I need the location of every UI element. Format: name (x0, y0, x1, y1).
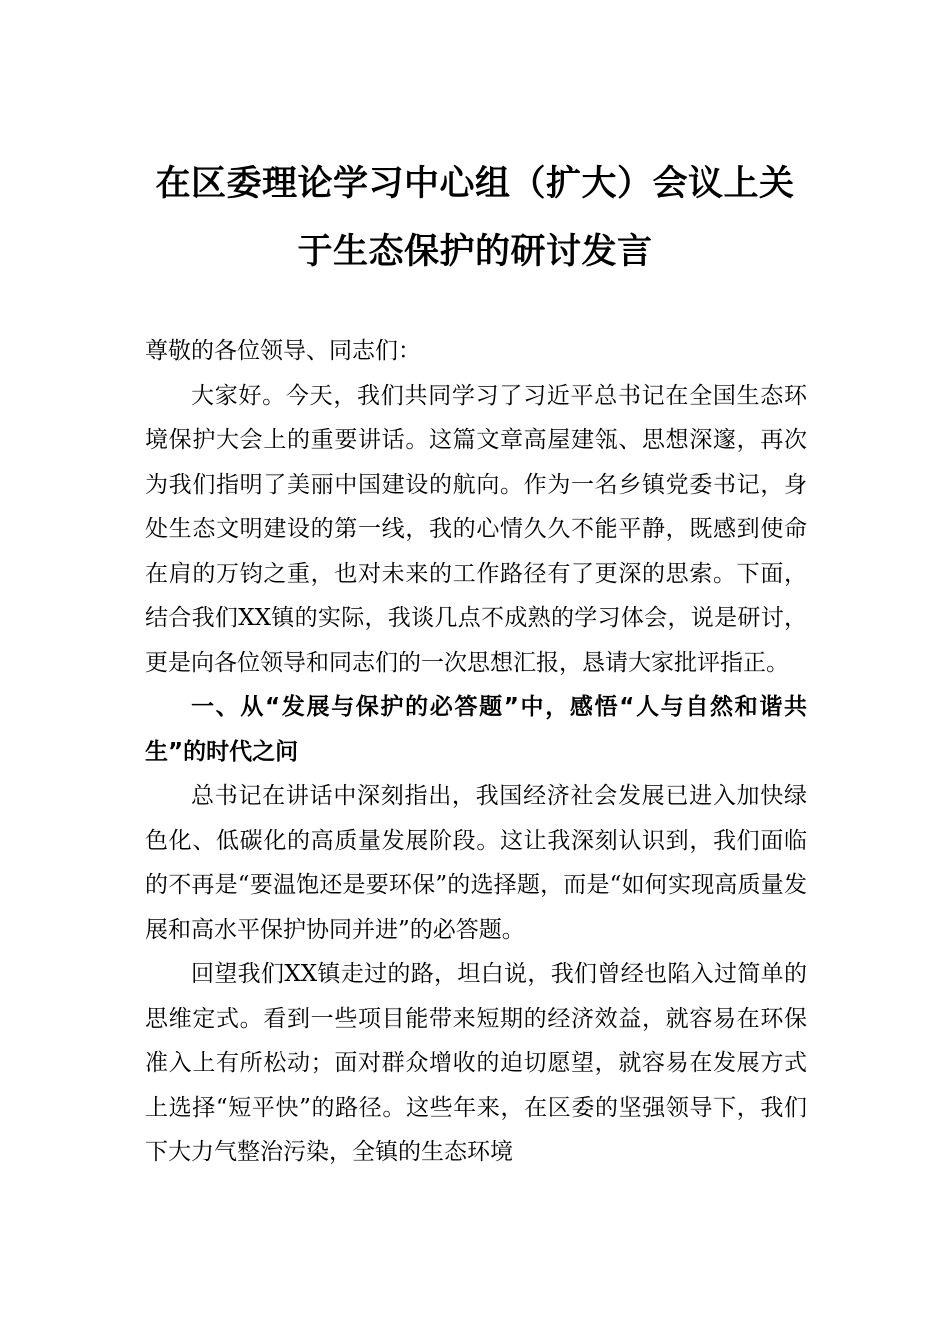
document-title-line-1: 在区委理论学习中心组（扩大）会议上关 (155, 164, 795, 204)
paragraph-opening: 大家好。今天，我们共同学习了习近平总书记在全国生态环境保护大会上的重要讲话。这篇文章高屋建瓴、思想深邃，再次为我们指明了美丽中国建设的航向。作为一名乡镇党委书记，身处生态文明建设的第一线，我的心情久久不能平静，既感到使命在肩的万钧之重，也对未来的工作路径有了更深的思索。下面，结合我们XX镇的实际，我谈几点不成熟的学习体会，说是研讨，更是向各位领导和同志们的一次思想汇报，恳请大家批评指正。 (145, 382, 807, 676)
paragraph-section1-b: 回望我们XX镇走过的路，坦白说，我们曾经也陷入过简单的思维定式。看到一些项目能带来短期的经济效益，就容易在环保准入上有所松动；面对群众增收的迫切愿望，就容易在发展方式上选择“短平快”的路径。这些年来，在区委的坚强领导下，我们下大力气整治污染，全镇的生态环境 (145, 961, 807, 1165)
salutation: 尊敬的各位领导、同志们： (145, 338, 421, 364)
section-heading-1: 一、从“发展与保护的必答题”中，感悟“人与自然和谐共生”的时代之问 (145, 694, 807, 765)
document-title-line-2: 于生态保护的研讨发言 (297, 232, 653, 272)
paragraph-section1-a: 总书记在讲话中深刻指出，我国经济社会发展已进入加快绿色化、低碳化的高质量发展阶段。这让我深刻认识到，我们面临的不再是“要温饱还是要环保”的选择题，而是“如何实现高质量发展和高水平保护协同并进”的必答题。 (145, 783, 807, 943)
document-body (145, 329, 807, 1175)
